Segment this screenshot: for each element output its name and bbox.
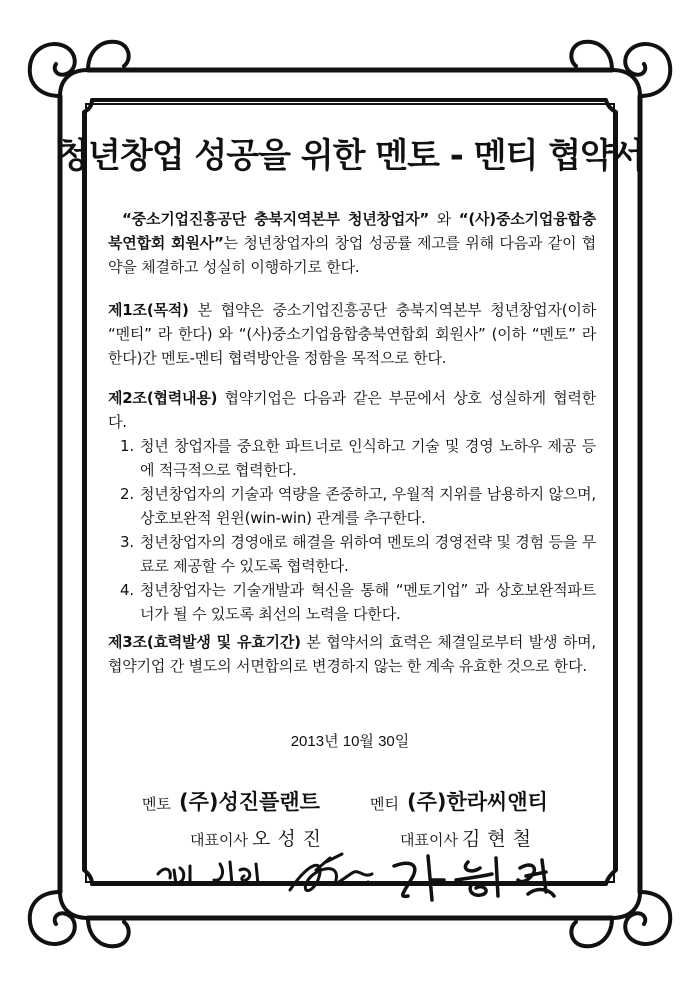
mentee-role: 멘티 bbox=[370, 795, 399, 813]
intro-conj: 와 bbox=[429, 210, 459, 228]
list-item-number: 4. bbox=[120, 581, 134, 599]
article-2-heading: 제2조(협력내용) bbox=[108, 389, 218, 407]
article-2-list bbox=[108, 434, 596, 626]
article-2 bbox=[108, 386, 596, 626]
article-3-text: 본 협약서의 효력은 체결일로부터 발생 하며, 협약기업 간 별도의 서면합의로 변경하지 않는 한 계속 유효한 것으로 한다. bbox=[108, 633, 596, 675]
mentee-rep-name: 김현철 bbox=[461, 828, 539, 850]
mentor-role: 멘토 bbox=[142, 795, 171, 813]
intro-rest: 는 청년창업자의 창업 성공률 제고를 위해 다음과 같이 협약을 체결하고 성실히 이행하기로 한다. bbox=[108, 234, 596, 276]
mentor-rep-title: 대표이사 bbox=[190, 831, 248, 849]
mentee-rep-title: 대표이사 bbox=[400, 831, 458, 849]
list-item bbox=[108, 482, 596, 530]
mentee-party bbox=[370, 786, 548, 816]
list-item bbox=[108, 530, 596, 578]
mentee-representative bbox=[400, 824, 538, 851]
mentor-company: (주)성진플랜트 bbox=[178, 790, 320, 814]
list-item-text: 청년창업자의 경영애로 해결을 위하여 멘토의 경영전략 및 경험 등을 무료로 제공할 수 있도록 협력한다. bbox=[140, 533, 596, 575]
list-item-number: 3. bbox=[120, 533, 134, 551]
agreement-date: 2013년 10월 30일 bbox=[290, 733, 410, 750]
mentor-rep-name: 오성진 bbox=[251, 828, 329, 850]
list-item bbox=[108, 578, 596, 626]
mentor-party bbox=[142, 786, 320, 816]
article-3 bbox=[108, 630, 596, 678]
mentee-signature bbox=[394, 856, 554, 900]
list-item-text: 청년창업자는 기술개발과 혁신을 통해 “멘토기업” 과 상호보완적파트너가 될 수 있도록 최선의 노력을 다한다. bbox=[140, 581, 596, 623]
mentor-signature bbox=[158, 854, 384, 891]
intro-paragraph bbox=[108, 207, 596, 279]
article-1-text: 본 협약은 중소기업진흥공단 충북지역본부 청년창업자(이하 “멘티” 라 한다) 와 “(사)중소기업융합충북연합회 회원사” (이하 “멘토” 라 한다)간 멘토-멘티 협력방안을 정함을 목적으로 한다. bbox=[108, 301, 596, 367]
intro-party1: “중소기업진흥공단 충북지역본부 청년창업자” bbox=[122, 210, 430, 228]
list-item-text: 청년창업자의 기술과 역량을 존중하고, 우월적 지위를 남용하지 않으며, 상호보완적 윈윈(win-win) 관계를 추구한다. bbox=[140, 485, 596, 527]
mentee-company: (주)한라씨앤티 bbox=[406, 790, 548, 814]
article-1-heading: 제1조(목적) bbox=[108, 301, 189, 319]
list-item bbox=[108, 434, 596, 482]
list-item-number: 1. bbox=[120, 437, 134, 455]
mentor-representative bbox=[190, 824, 328, 851]
signatures bbox=[150, 850, 580, 910]
list-item-text: 청년 창업자를 중요한 파트너로 인식하고 기술 및 경영 노하우 제공 등에 적극적으로 협력한다. bbox=[140, 437, 596, 479]
list-item-number: 2. bbox=[120, 485, 134, 503]
article-3-heading: 제3조(효력발생 및 유효기간) bbox=[108, 633, 301, 651]
page-title: 청년창업 성공을 위한 멘토 - 멘티 협약서 bbox=[56, 136, 644, 176]
article-2-text: 협약기업은 다음과 같은 부문에서 상호 성실하게 협력한다. bbox=[108, 389, 596, 431]
intro-party2: “(사)중소기업융합충북연합회 회원사” bbox=[108, 210, 596, 252]
article-1 bbox=[108, 298, 596, 370]
